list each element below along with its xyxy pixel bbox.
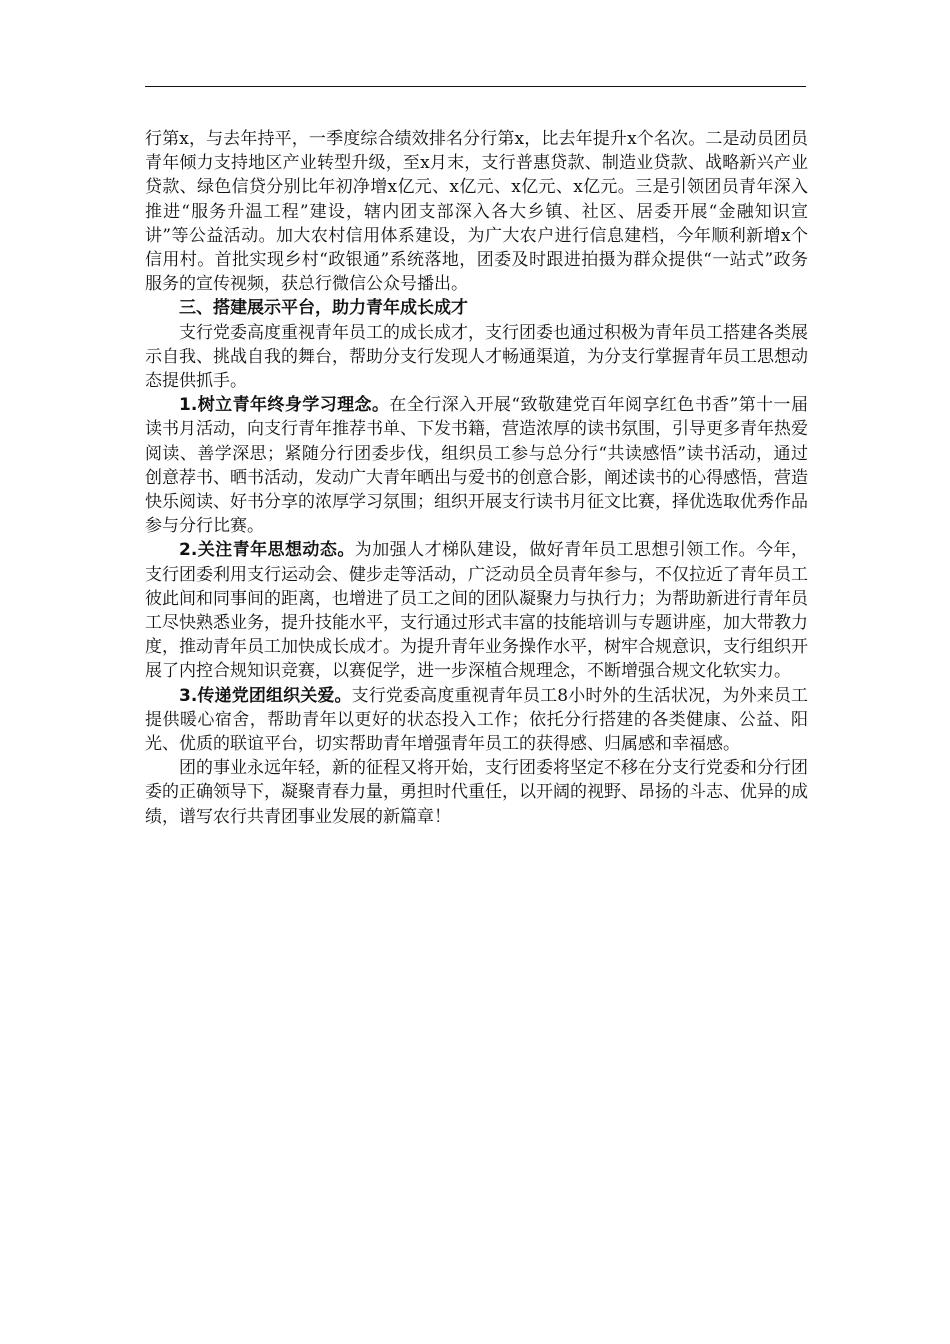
- item-1-title: 1.树立青年终身学习理念。: [179, 395, 390, 416]
- item-2-paragraph: [145, 538, 808, 683]
- item-1-paragraph: [145, 393, 808, 538]
- document-body: [145, 127, 808, 829]
- item-3-paragraph: [145, 684, 808, 757]
- header-rule: [145, 86, 806, 87]
- item-3-body: 支行党委高度重视青年员工8小时外的生活状况，为外来员工提供暖心宿舍，帮助青年以更好的状态投入工作；依托分行搭建的各类健康、公益、阳光、优质的联谊平台，切实帮助青年增强青年员工的获得感、归属感和幸福感。: [145, 685, 808, 755]
- section-three-heading: 三、搭建展示平台，助力青年成长成才: [179, 298, 468, 319]
- item-2-title: 2.关注青年思想动态。: [179, 540, 355, 561]
- continuation-paragraph: 行第x，与去年持平，一季度综合绩效排名分行第x，比去年提升x个名次。二是动员团员青年倾力支持地区产业转型升级，至x月末，支行普惠贷款、制造业贷款、战略新兴产业贷款、绿色信贷分别比年初净增x亿元、x亿元、x亿元、x亿元。三是引领团员青年深入推进“服务升温工程”建设，辖内团支部深入各大乡镇、社区、居委开展“金融知识宣讲”等公益活动。加大农村信用体系建设，为广大农户进行信息建档，今年顺利新增x个信用村。首批实现乡村“政银通”系统落地，团委及时跟进拍摄为群众提供“一站式”政务服务的宣传视频，获总行微信公众号播出。: [145, 129, 808, 295]
- section-three-intro: 支行党委高度重视青年员工的成长成才，支行团委也通过积极为青年员工搭建各类展示自我、挑战自我的舞台，帮助分支行发现人才畅通渠道，为分支行掌握青年员工思想动态提供抓手。: [145, 322, 808, 392]
- item-3-title: 3.传递党团组织关爱。: [179, 685, 352, 706]
- closing-paragraph: 团的事业永远年轻，新的征程又将开始，支行团委将坚定不移在分支行党委和分行团委的正确领导下，凝聚青春力量，勇担时代重任，以开阔的视野、昂扬的斗志、优异的成绩，谱写农行共青团事业发展的新篇章！: [145, 758, 808, 827]
- item-1-body: 在全行深入开展“致敬建党百年阅享红色书香”第十一届读书月活动，向支行青年推荐书单、下发书籍，营造浓厚的读书氛围，引导更多青年热爱阅读、善学深思；紧随分行团委步伐，组织员工参与总分行“共读感悟”读书活动，通过创意荐书、晒书活动，发动广大青年晒出与爱书的创意合影，阐述读书的心得感悟，营造快乐阅读、好书分享的浓厚学习氛围；组织开展支行读书月征文比赛，择优选取优秀作品参与分行比赛。: [145, 395, 808, 537]
- item-2-body: 为加强人才梯队建设，做好青年员工思想引领工作。今年，支行团委利用支行运动会、健步走等活动，广泛动员全员青年参与，不仅拉近了青年员工彼此间和同事间的距离，也增进了员工之间的团队凝聚力与执行力；为帮助新进行青年员工尽快熟悉业务，提升技能水平，支行通过形式丰富的技能培训与专题讲座，加大带教力度，推动青年员工加快成长成才。为提升青年业务操作水平，树牢合规意识，支行组织开展了内控合规知识竞赛，以赛促学，进一步深植合规理念，不断增强合规文化软实力。: [145, 540, 808, 682]
